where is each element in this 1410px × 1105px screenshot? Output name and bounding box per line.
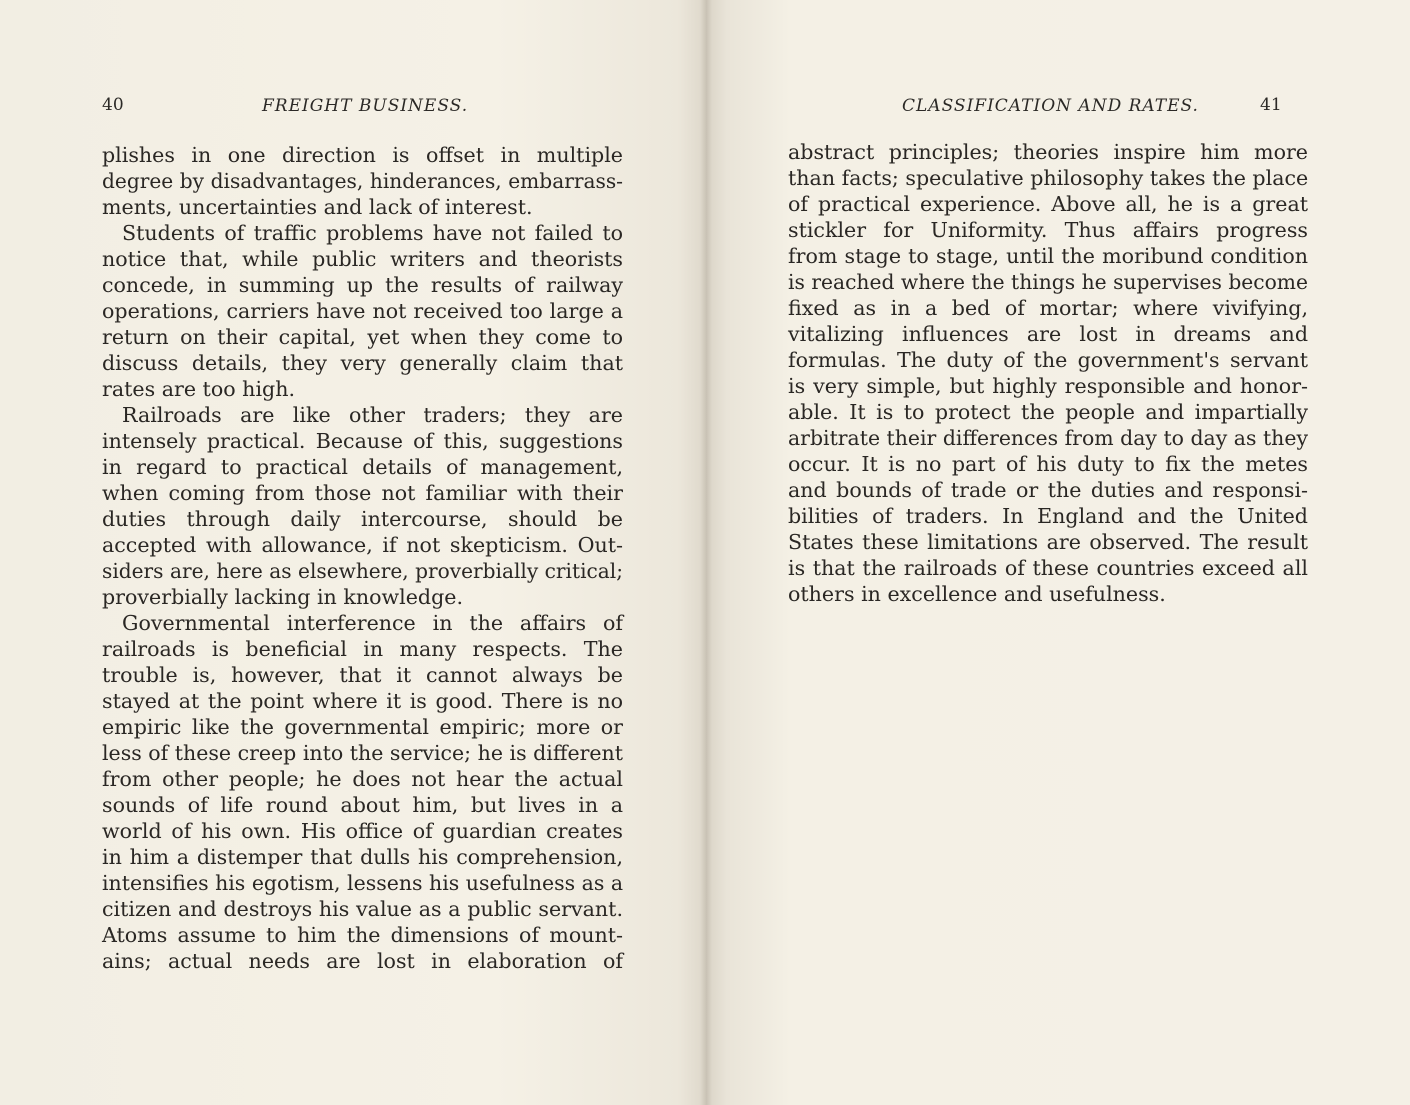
page-number: 41 [1260, 95, 1282, 115]
text-line: others in excellence and usefulness. [788, 582, 1166, 606]
running-head: CLASSIFICATION AND RATES. [902, 96, 1199, 116]
text-line: duties through daily intercourse, should be [102, 507, 623, 531]
text-line: less of these creep into the service; he is different [102, 741, 623, 765]
text-line: in him a distemper that dulls his comprehension, [102, 845, 623, 869]
text-line: bilities of traders. In England and the United [788, 504, 1308, 528]
text-line: arbitrate their differences from day to day as they [788, 426, 1308, 450]
text-line: return on their capital, yet when they come to [102, 325, 623, 349]
text-line: plishes in one direction is offset in multiple [102, 143, 623, 167]
text-line: degree by disadvantages, hinderances, embarrass- [102, 169, 623, 193]
text-line: accepted with allowance, if not skepticism. Out- [102, 533, 623, 557]
right-page [706, 0, 1410, 1105]
text-line: siders are, here as elsewhere, proverbially critical; [102, 559, 623, 583]
text-line: concede, in summing up the results of railway [102, 273, 623, 297]
text-line: ains; actual needs are lost in elaboration of [102, 949, 623, 973]
text-line: ments, uncertainties and lack of interest. [102, 195, 533, 219]
text-line: States these limitations are observed. The result [788, 530, 1308, 554]
text-line: when coming from those not familiar with their [102, 481, 623, 505]
text-line: and bounds of trade or the duties and responsi- [788, 478, 1308, 502]
text-line: sounds of life round about him, but lives in a [102, 793, 623, 817]
text-line: discuss details, they very generally claim that [102, 351, 623, 375]
text-line: Atoms assume to him the dimensions of mount- [102, 923, 623, 947]
text-line: vitalizing influences are lost in dreams and [788, 322, 1308, 346]
text-line: Students of traffic problems have not failed to [122, 221, 623, 245]
text-line: is reached where the things he supervises become [788, 270, 1308, 294]
text-line: citizen and destroys his value as a public servant. [102, 897, 623, 921]
text-line: abstract principles; theories inspire him more [788, 140, 1308, 164]
text-line: railroads is beneficial in many respects. The [102, 637, 623, 661]
text-line: rates are too high. [102, 377, 296, 401]
text-line: from stage to stage, until the moribund condition [788, 244, 1308, 268]
text-line: is very simple, but highly responsible and honor- [788, 374, 1308, 398]
right-page-body [788, 139, 1308, 607]
page-number: 40 [102, 95, 124, 115]
text-line: in regard to practical details of management, [102, 455, 623, 479]
text-line: stickler for Uniformity. Thus affairs progress [788, 218, 1308, 242]
text-line: world of his own. His office of guardian creates [102, 819, 623, 843]
text-line: Railroads are like other traders; they are [122, 403, 623, 427]
text-line: notice that, while public writers and theorists [102, 247, 623, 271]
text-line: is that the railroads of these countries exceed all [788, 556, 1308, 580]
text-line: of practical experience. Above all, he is a great [788, 192, 1308, 216]
text-line: formulas. The duty of the government's servant [788, 348, 1308, 372]
text-line: proverbially lacking in knowledge. [102, 585, 463, 609]
text-line: stayed at the point where it is good. There is no [102, 689, 623, 713]
text-line: than facts; speculative philosophy takes the place [788, 166, 1309, 190]
left-page-body [102, 142, 623, 974]
text-line: empiric like the governmental empiric; more or [102, 715, 623, 739]
text-line: intensely practical. Because of this, suggestions [102, 429, 623, 453]
text-line: able. It is to protect the people and impartially [788, 400, 1308, 424]
running-head: FREIGHT BUSINESS. [262, 96, 469, 116]
book-gutter [700, 0, 712, 1105]
text-line: fixed as in a bed of mortar; where vivifying, [788, 296, 1308, 320]
text-line: intensifies his egotism, lessens his usefulness as a [102, 871, 624, 895]
text-line: from other people; he does not hear the actual [102, 767, 623, 791]
text-line: operations, carriers have not received too large a [102, 299, 623, 323]
text-line: Governmental interference in the affairs of [122, 611, 623, 635]
text-line: occur. It is no part of his duty to fix the metes [788, 452, 1308, 476]
text-line: trouble is, however, that it cannot always be [102, 663, 623, 687]
